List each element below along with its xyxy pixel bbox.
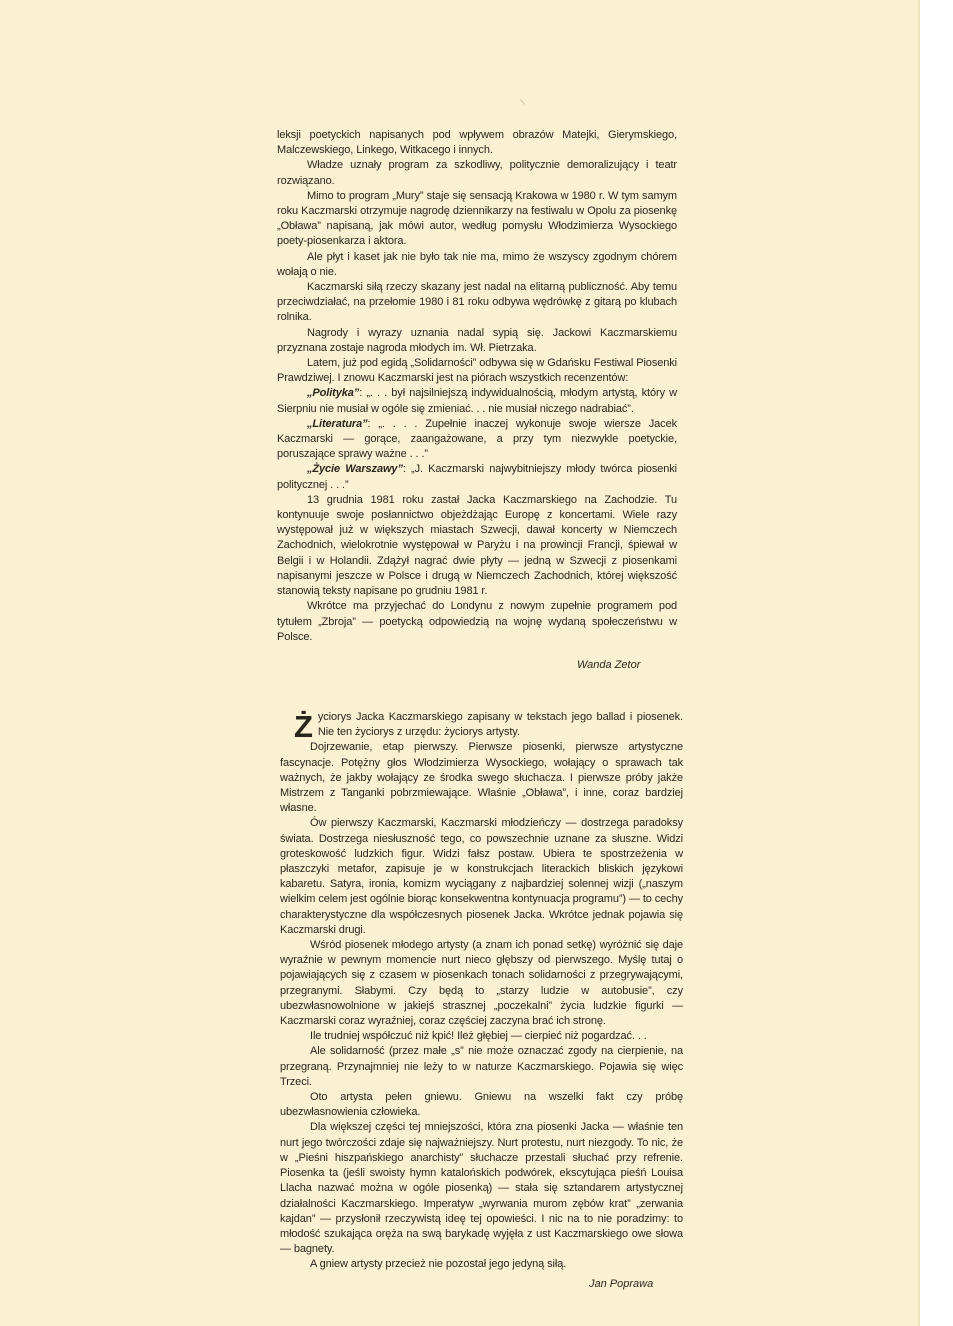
paragraph [280, 709, 683, 744]
paragraph: Kaczmarski siłą rzeczy skazany jest nadal na elitarną publiczność. Aby temu przeciwdziałać, na przełomie 1980 i 81 roku odbywa wędrówkę z gitarą po klubach rolnika. [277, 281, 677, 324]
quote-text: : „J. Kaczmarski najwybitniejszy młody twórca piosenki politycznej . . .” [277, 463, 677, 491]
article-part-1 [277, 128, 677, 645]
drop-cap: Ż [294, 709, 313, 744]
quote-source: „Literatura” [307, 417, 368, 430]
paragraph: Nagrody i wyrazy uznania nadal sypią się. Jackowi Kaczmarskiemu przyznana zostaje nagroda młodych im. Wł. Pietrzaka. [277, 326, 677, 354]
paragraph: Wśród piosenek młodego artysty (a znam ich ponad setkę) wyróżnić się daje wyraźnie w pewnym momencie nurt nieco głębszy od pierwszego. Myślę tutaj o pojawiających się z czasem w piosenkach tonach solidarności z przegrywającymi, przegranymi. Słabymi. Czy będą to „starzy ludzie w autobusie”, czy ubezwłasnowolnione w jakiejś strasznej „poczekalni” życia ludzkie figurki — Kaczmarski coraz wyraźniej, coraz częściej zaczyna brać ich stronę. [280, 939, 683, 1028]
review-quote [277, 386, 677, 416]
paragraph: 13 grudnia 1981 roku zastał Jacka Kaczmarskiego na Zachodzie. Tu kontynuuje swoje posłannictwo objeżdżając Europę z koncertami. Wiele razy występował już w większych miastach Szwecji, dawał koncerty w Niemczech Zachodnich, wielokrotnie występował w Paryżu i na prowincji Francji, śpiewał w Belgii i w Holandii. Zdążył nagrać dwie płyty — jedną w Szwecji z piosenkami napisanymi jeszcze w Polsce i drugą w Niemczech Zachodnich, której większość stanowią teksty napisane po grudniu 1981 r. [277, 493, 677, 598]
paragraph: Ale płyt i kaset jak nie było tak nie ma, mimo że wszyscy zgodnym chórem wołają o nie. [277, 250, 677, 278]
paragraph-text: yciorys Jacka Kaczmarskiego zapisany w tekstach jego ballad i piosenek. Nie ten życiorys z urzędu: życiorys artysty. [317, 711, 683, 739]
paragraph: Ile trudniej współczuć niż kpić! Ileż głębiej — cierpieć niż pogardzać. . . [310, 1030, 647, 1043]
review-quote [277, 417, 677, 463]
paragraph: Władze uznały program za szkodliwy, politycznie demoralizujący i teatr rozwiązano. [277, 159, 677, 187]
paragraph: Latem, już pod egidą „Solidarności” odbywa się w Gdańsku Festiwal Piosenki Prawdziwej. I znowu Kaczmarski jest na piórach wszystkich recenzentów: [277, 357, 677, 385]
paragraph: Ów pierwszy Kaczmarski, Kaczmarski młodzieńczy — dostrzega paradoksy świata. Dostrzega niesłuszność tego, co powszechnie uznane za słuszne. Widzi groteskowość ludzkich figur. Widzi fałsz postaw. Ubiera te spostrzeżenia w płaszczyki metafor, zapisuje je w konstrukcjach literackich bliskich językowi kabaretu. Satyra, ironia, komizm wyciągany z najbardziej solennej wizji („naszym wielkim celem jest ogólnie biorąc konsekwentna kontynuacja programu”) — to cechy charakterystyczne dla współczesnych piosenek Jacka. Wkrótce jednak pojawia się Kaczmarski drugi. [280, 817, 683, 936]
paragraph: Wkrótce ma przyjechać do Londynu z nowym zupełnie programem pod tytułem „Zbroja” — poetycką odpowiedzią na wojnę wydaną społeczeństwu w Polsce. [277, 600, 677, 643]
quote-text: : „. . . był najsilniejszą indywidualnością, młodym artystą, który w Sierpniu nie musiał w ogóle się zmieniać. . . nie musiał niczego nadrabiać”. [277, 387, 677, 415]
paragraph: Mimo to program „Mury” staje się sensacją Krakowa w 1980 r. W tym samym roku Kaczmarski otrzymuje nagrodę dziennikarzy na festiwalu w Opolu za piosenkę „Obława” napisaną, jak mówi autor, według pomysłu Włodzimierza Wysockiego poety-piosenkarza i aktora. [277, 189, 677, 248]
paragraph: A gniew artysty przecież nie pozostał jego jedyną siłą. [310, 1258, 567, 1271]
review-quote [277, 462, 677, 492]
paragraph: Oto artysta pełen gniewu. Gniewu na wszelki fakt czy próbę ubezwłasnowienia człowieka. [280, 1091, 683, 1119]
paragraph: Dojrzewanie, etap pierwszy. Pierwsze piosenki, pierwsze artystyczne fascynacje. Potężny głos Włodzimierza Wysockiego, wołający o sprawach tak ważnych, że jakby wołający ze środka swego słuchacza. I pierwsze próby jakże Mistrzem z Tanganki pobrzmiewające. Właśnie „Obława”, i inne, coraz bardziej własne. [280, 741, 683, 815]
page-edge [920, 0, 953, 1326]
author-signature: Wanda Zetor [577, 659, 641, 671]
paragraph: Ale solidarność (przez małe „s” nie może oznaczać zgody na cierpienie, na przegraną. Przynajmniej nie leży to w naturze Kaczmarskiego. Pojawia się więc Trzeci. [280, 1045, 683, 1088]
quote-source: „Życie Warszawy” [307, 463, 403, 476]
article-part-2 [280, 710, 683, 1273]
author-signature: Jan Poprawa [589, 1278, 654, 1290]
paragraph: leksji poetyckich napisanych pod wpływem obrazów Matejki, Gierymskiego, Malczewskiego, Linkego, Witkacego i innych. [277, 129, 677, 157]
quote-source: „Polityka” [307, 387, 360, 400]
quote-text: : „. . . . Zupełnie inaczej wykonuje swoje wiersze Jacek Kaczmarski — gorące, zaangażowane, a przy tym niezwykle poetyckie, poruszające sprawy ważne . . .” [277, 417, 677, 461]
paragraph: Dla większej części tej mniejszości, która zna piosenki Jacka — właśnie ten nurt jego twórczości zdaje się najważniejszy. Nurt protestu, nurt niezgody. To nic, że w „Pieśni hiszpańskiego anarchisty” słuchacze przestali słuchać przy refrenie. Piosenka ta (jeśli swoisty hymn katalońskich podwórek, ekscytująca pieśń Louisa Llacha nazwać można w ogóle piosenką) — stała się sztandarem artystycznej działalności Kaczmarskiego. Imperatyw „wyrwania murom zębów krat” „zerwania kajdan” — przysłonił rzeczywistą ideę tej opowieści. I nic na to nie poradzimy: to młodość szukająca oręża na swą barykadę wyjęła z ust Kaczmarskiego owe słowa — bagnety. [280, 1121, 683, 1256]
